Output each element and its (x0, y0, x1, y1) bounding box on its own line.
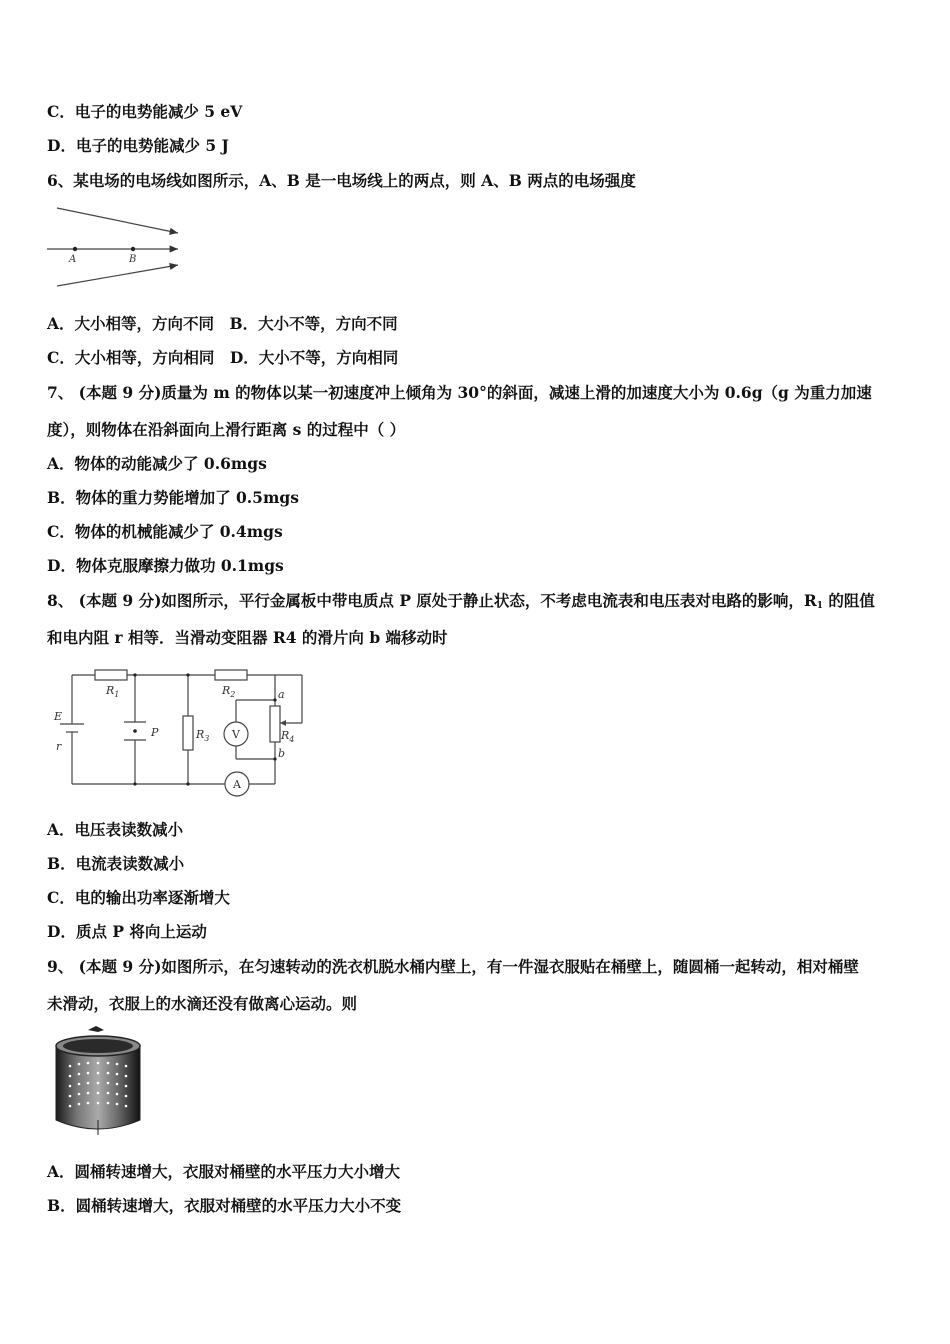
point-a-dot (73, 247, 77, 251)
resistor-r1 (95, 670, 127, 680)
clothes-icon (88, 1026, 104, 1032)
svg-text:b: b (278, 747, 286, 760)
point-a-label: A (69, 254, 77, 265)
svg-text:A: A (233, 778, 241, 791)
point-b-label: B (129, 254, 137, 265)
q9-stem-line2: 未滑动，衣服上的水滴还没有做离心运动。则 (47, 994, 358, 1013)
q7-option-c: C．物体的机械能减少了 0.4mgs (47, 522, 283, 541)
resistor-r2 (215, 670, 247, 680)
q5-option-c: C．电子的电势能减少 5 eV (47, 102, 243, 121)
q7-option-d: D．物体克服摩擦力做功 0.1mgs (47, 556, 284, 575)
resistor-r4 (270, 706, 280, 742)
svg-text:P: P (151, 726, 159, 739)
svg-text:R2: $R_2$ (222, 684, 236, 699)
slider-arrow (280, 720, 286, 726)
q6-stem: 6、某电场的电场线如图所示，A、B 是一电场线上的两点，则 A、B 两点的电场强度 (47, 171, 636, 190)
q5-option-d: D．电子的电势能减少 5 J (47, 136, 229, 155)
q8-option-b: B．电流表读数减小 (47, 854, 185, 873)
q8-stem-line2: 和电内阻 r 相等．当滑动变阻器 R4 的滑片向 b 端移动时 (47, 628, 448, 647)
point-b-dot (131, 247, 135, 251)
q7-stem-line1: 7、 (本题 9 分)质量为 m 的物体以某一初速度冲上倾角为 30°的斜面，减速上滑的加速度大小为 0.6g（g 为重力加速 (47, 383, 872, 402)
q9-option-b: B．圆桶转速增大，衣服对桶壁的水平压力大小不变 (47, 1196, 402, 1215)
resistor-r3 (183, 716, 193, 750)
q6-options-ab: A．大小相等，方向不同 B．大小不等，方向不同 (47, 314, 398, 333)
svg-text:E: E (54, 710, 63, 723)
q7-stem-line2: 度），则物体在沿斜面向上滑行距离 s 的过程中（ ） (47, 420, 406, 439)
svg-text:r: r (56, 740, 62, 753)
q8-option-a: A．电压表读数减小 (47, 820, 184, 839)
field-line-bottom (57, 265, 178, 286)
q8-option-c: C．电的输出功率逐渐增大 (47, 888, 230, 907)
electric-field-lines-figure (45, 200, 187, 295)
svg-text:V: V (232, 728, 240, 741)
circuit-diagram (50, 666, 312, 806)
q9-option-a: A．圆桶转速增大，衣服对桶壁的水平压力大小增大 (47, 1162, 401, 1181)
field-line-top (57, 208, 178, 233)
q8-option-d: D．质点 P 将向上运动 (47, 922, 207, 941)
svg-text:R4: $R_4$ (281, 729, 295, 744)
svg-text:a: a (278, 688, 285, 701)
q7-option-a: A．物体的动能减少了 0.6mgs (47, 454, 267, 473)
q7-option-b: B．物体的重力势能增加了 0.5mgs (47, 488, 299, 507)
q9-stem-line1: 9、 (本题 9 分)如图所示，在匀速转动的洗衣机脱水桶内壁上，有一件湿衣服贴在桶壁上，随圆桶一起转动，相对桶壁 (47, 957, 859, 976)
q6-options-cd: C．大小相等，方向相同 D．大小不等，方向相同 (47, 348, 399, 367)
spin-dryer-drum-figure (48, 1022, 148, 1138)
svg-text:R1: $R_1$ (106, 684, 120, 699)
charged-particle-p (133, 729, 137, 733)
svg-text:R3: $R_3$ (196, 728, 210, 743)
q8-stem-line1: 8、 (本题 9 分)如图所示，平行金属板中带电质点 P 原处于静止状态，不考虑电流表和电压表对电路的影响，$R_1$ 的阻值 (47, 591, 875, 611)
